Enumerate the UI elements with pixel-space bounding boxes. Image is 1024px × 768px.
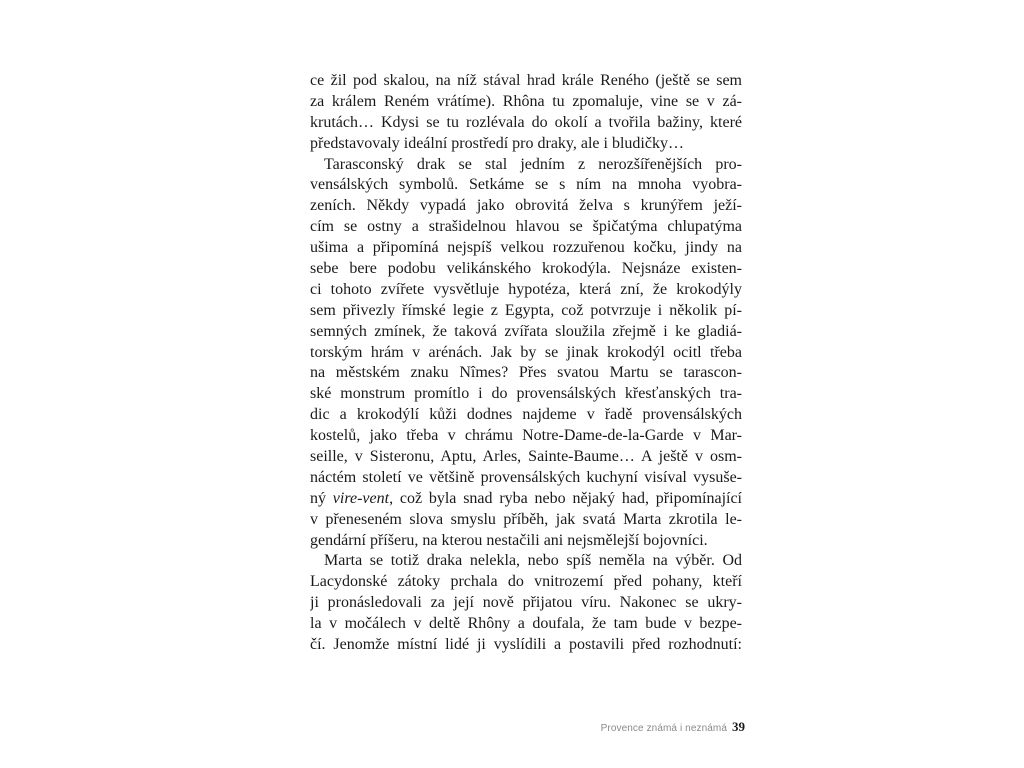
body-text (310, 71, 742, 656)
text-line: ji pronásledovali za její nově přijatou víru. Nakonec se ukry- (310, 594, 742, 612)
text-line: gendární příšeru, na kterou nestačili ani nejsmělejší bojovníci. (310, 531, 708, 549)
text-line: la v močálech v deltě Rhôny a doufala, že tam bude v bezpe- (310, 615, 742, 633)
text-line: zeních. Někdy vypadá jako obrovitá želva s krunýřem ježí- (310, 197, 742, 215)
text-line: dic a krokodýlí kůži dodnes najdeme v řadě provensálských (310, 406, 742, 424)
text-line: Tarasconský drak se stal jedním z nerozšířenějších pro- (324, 155, 742, 173)
text-line: cím se ostny a strašidelnou hlavou se špičatýma chlupatýma (310, 218, 742, 236)
text-line: Marta se totiž draka nelekla, nebo spíš neměla na výběr. Od (324, 552, 742, 570)
text-line: ný vire-vent, což byla snad ryba nebo nějaký had, připomínající (310, 489, 742, 507)
text-line: krutách… Kdysi se tu rozlévala do okolí a tvořila bažiny, které (310, 113, 742, 131)
text-line: ské monstrum promítlo i do provensálských křesťanských tra- (310, 385, 742, 403)
text-line: seille, v Sisteronu, Aptu, Arles, Sainte-Baume… A ještě v osm- (310, 448, 742, 466)
text-line: semných zmínek, že taková zvířata sloužila zřejmě i ke gladiá- (310, 322, 742, 340)
text-line: vensálských symbolů. Setkáme se s ním na mnoha vyobra- (310, 176, 742, 194)
text-line: kostelů, jako třeba v chrámu Notre-Dame-de-la-Garde v Mar- (310, 427, 742, 445)
page-footer (600, 718, 745, 736)
running-footer-title: Provence známá i neznámá (600, 723, 727, 734)
text-line: ce žil pod skalou, na níž stával hrad krále Reného (ještě se sem (310, 72, 742, 89)
text-line: ci tohoto zvířete vysvětluje hypotéza, která zní, že krokodýly (310, 280, 742, 298)
text-line: sebe bere podobu velikánského krokodýla. Nejsnáze existen- (310, 260, 742, 278)
text-line: sem přivezly římské legie z Egypta, což potvrzuje i několik pí- (310, 301, 742, 319)
text-line: v přeneseném slova smyslu příběh, jak svatá Marta zkrotila le- (310, 510, 742, 528)
text-line: čí. Jenomže místní lidé ji vyslídili a postavili před rozhodnutí: (310, 636, 742, 654)
text-line: náctém století ve většině provensálských kuchyní visíval vysuše- (310, 468, 742, 486)
text-line: torským hrám v arénách. Jak by se jinak krokodýl ocitl třeba (310, 343, 742, 361)
text-line: na městském znaku Nîmes? Přes svatou Martu se tarascon- (310, 364, 742, 382)
italic-term: vire-vent (332, 489, 390, 507)
text-line: představovaly ideální prostředí pro draky, ale i bludičky… (310, 134, 684, 152)
page-number: 39 (732, 719, 745, 734)
text-line: za králem Reném vrátíme). Rhôna tu zpomaluje, vine se v zá- (310, 92, 742, 110)
text-line: ušima a připomíná nejspíš velkou rozzuřenou kočku, jindy na (310, 239, 742, 257)
text-line: Lacydonské zátoky prchala do vnitrozemí před pohany, kteří (310, 573, 742, 591)
